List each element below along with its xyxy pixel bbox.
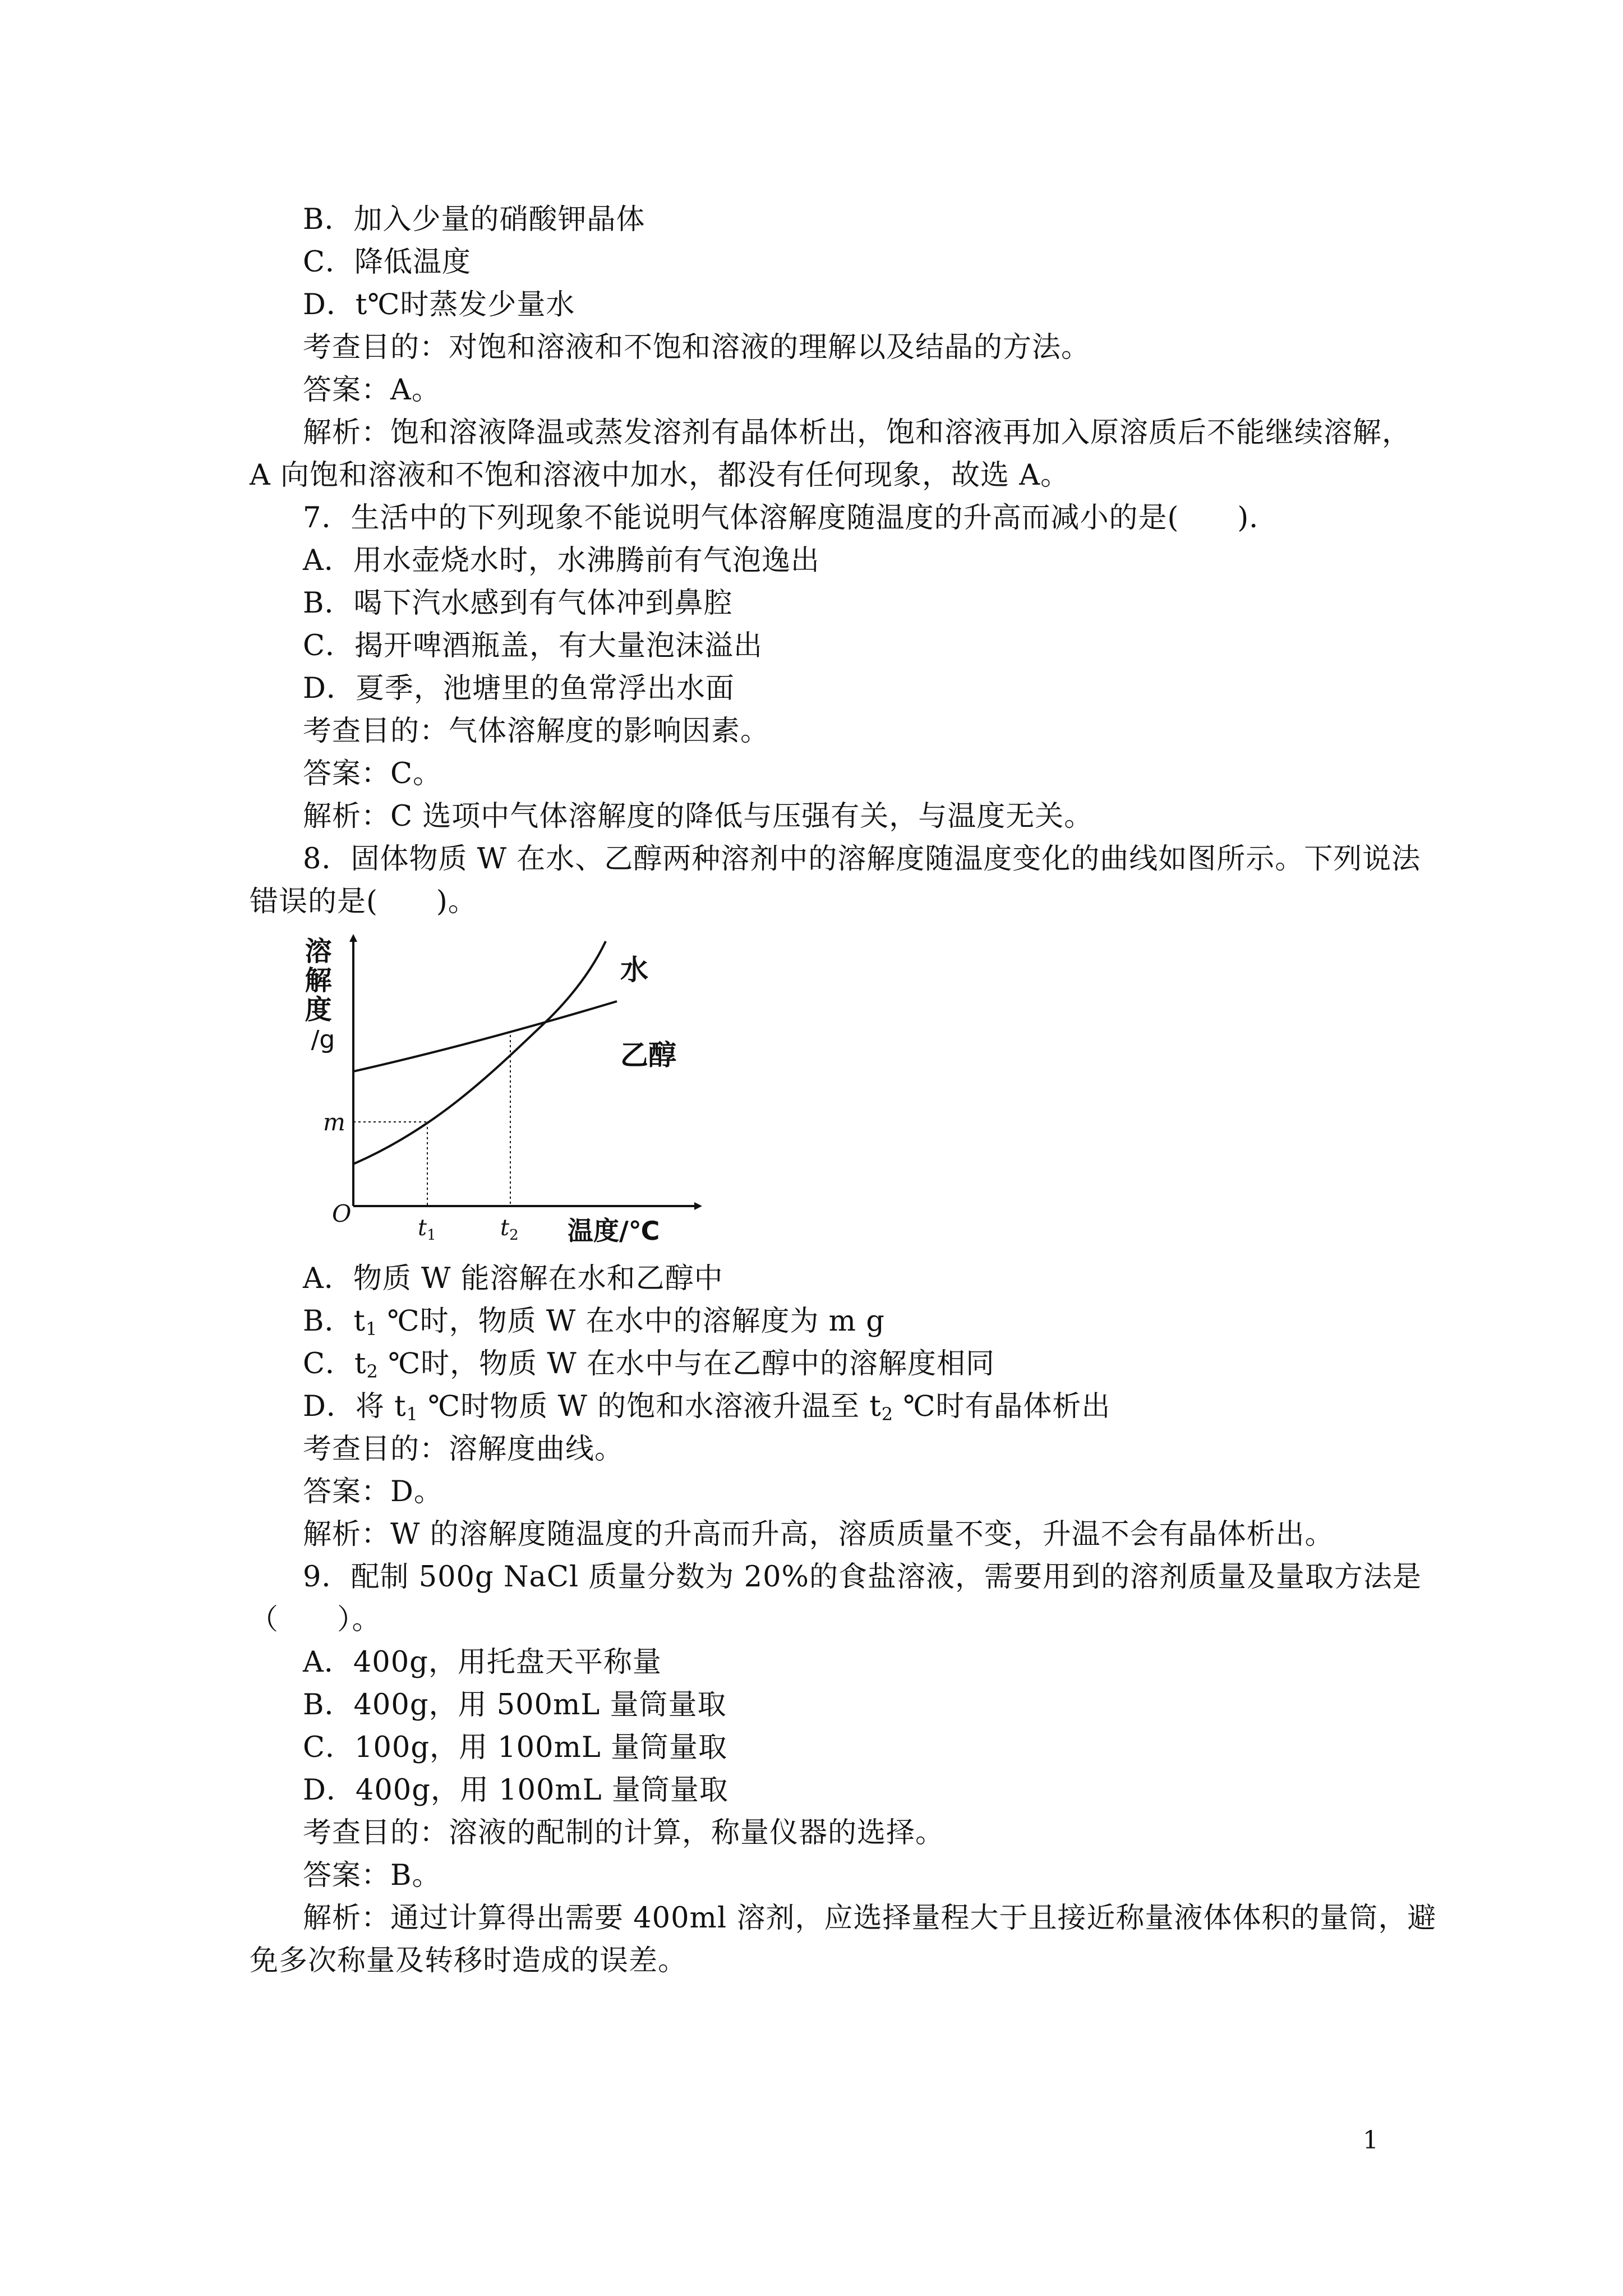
- q8-purpose: 考查目的：溶解度曲线。: [303, 1433, 624, 1466]
- q9-option-b: B．400g，用 500mL 量筒量取: [303, 1688, 727, 1722]
- q7-option-d: D．夏季，池塘里的鱼常浮出水面: [303, 672, 735, 705]
- q6-option-b: B．加入少量的硝酸钾晶体: [303, 203, 645, 236]
- q9-option-c: C．100g，用 100mL 量筒量取: [303, 1731, 728, 1764]
- q8-option-d: D．将 $t_1$ ℃时物质 W 的饱和水溶液升温至 $t_2$ ℃时有晶体析出: [303, 1390, 1111, 1425]
- q6-option-d: D．t℃时蒸发少量水: [303, 288, 575, 321]
- ethanol-curve: [353, 1001, 617, 1071]
- q6-analysis-line-2: A 向饱和溶液和不饱和溶液中加水，都没有任何现象，故选 A。: [250, 459, 1070, 492]
- q9-answer: 答案：B。: [303, 1859, 441, 1892]
- q6-analysis-line-1: 解析：饱和溶液降温或蒸发溶剂有晶体析出，饱和溶液再加入原溶质后不能继续溶解，: [303, 416, 1412, 449]
- q7-option-b: B．喝下汽水感到有气体冲到鼻腔: [303, 587, 733, 620]
- q8-analysis: 解析：W 的溶解度随温度的升高而升高，溶质质量不变，升温不会有晶体析出。: [303, 1518, 1334, 1551]
- q6-option-c: C．降低温度: [303, 246, 472, 279]
- q7-analysis: 解析：C 选项中气体溶解度的降低与压强有关，与温度无关。: [303, 800, 1094, 833]
- q9-analysis-line-1: 解析：通过计算得出需要 400ml 溶剂，应选择量程大于且接近称量液体体积的量筒，避: [303, 1902, 1437, 1935]
- x-axis-label: 温度/℃: [568, 1216, 660, 1246]
- q8-option-a: A．物质 W 能溶解在水和乙醇中: [303, 1262, 723, 1295]
- y-label-unit: /g: [311, 1025, 335, 1054]
- q9-question-line-2: （ ）。: [250, 1603, 381, 1636]
- solubility-curve-figure: [303, 926, 718, 1251]
- q8-answer: 答案：D。: [303, 1475, 443, 1508]
- q7-option-a: A．用水壶烧水时，水沸腾前有气泡逸出: [303, 544, 820, 577]
- q9-option-d: D．400g，用 100mL 量筒量取: [303, 1774, 728, 1807]
- q8-option-c: C．$t_2$ ℃时，物质 W 在水中与在乙醇中的溶解度相同: [303, 1347, 995, 1382]
- q8-option-b: B．$t_1$ ℃时，物质 W 在水中的溶解度为 m g: [303, 1305, 885, 1340]
- t1-label: $t_1$: [418, 1215, 436, 1244]
- q7-purpose: 考查目的：气体溶解度的影响因素。: [303, 715, 770, 748]
- y-label-char-1: 溶: [305, 936, 332, 967]
- q9-purpose: 考查目的：溶液的配制的计算，称量仪器的选择。: [303, 1816, 945, 1849]
- q8-question-line-1: 8．固体物质 W 在水、乙醇两种溶剂中的溶解度随温度变化的曲线如图所示。下列说法: [303, 843, 1421, 876]
- q9-question-line-1: 9．配制 500g NaCl 质量分数为 20%的食盐溶液，需要用到的溶剂质量及量取方法是: [303, 1561, 1422, 1594]
- y-axis-label: [305, 936, 342, 1054]
- water-label: 水: [620, 954, 648, 986]
- q7-option-c: C．揭开啤酒瓶盖，有大量泡沫溢出: [303, 629, 763, 662]
- t2-label: $t_2$: [500, 1215, 519, 1244]
- y-label-char-2: 解: [305, 965, 332, 996]
- water-curve: [353, 941, 606, 1164]
- solubility-chart: [303, 926, 718, 1251]
- origin-label: O: [332, 1200, 352, 1227]
- q6-purpose: 考查目的：对饱和溶液和不饱和溶液的理解以及结晶的方法。: [303, 331, 1091, 364]
- q8-question-line-2: 错误的是( )。: [250, 885, 477, 918]
- q7-question: 7．生活中的下列现象不能说明气体溶解度随温度的升高而减小的是( )．: [303, 501, 1279, 535]
- q9-analysis-line-2: 免多次称量及转移时造成的误差。: [250, 1944, 688, 1977]
- page-number: 1: [1363, 2126, 1378, 2155]
- q7-answer: 答案：C。: [303, 757, 442, 790]
- y-label-char-3: 度: [305, 994, 332, 1025]
- q9-option-a: A．400g，用托盘天平称量: [303, 1646, 662, 1679]
- ethanol-label: 乙醇: [620, 1039, 676, 1071]
- q6-answer: 答案：A。: [303, 374, 441, 407]
- m-label: m: [323, 1108, 345, 1136]
